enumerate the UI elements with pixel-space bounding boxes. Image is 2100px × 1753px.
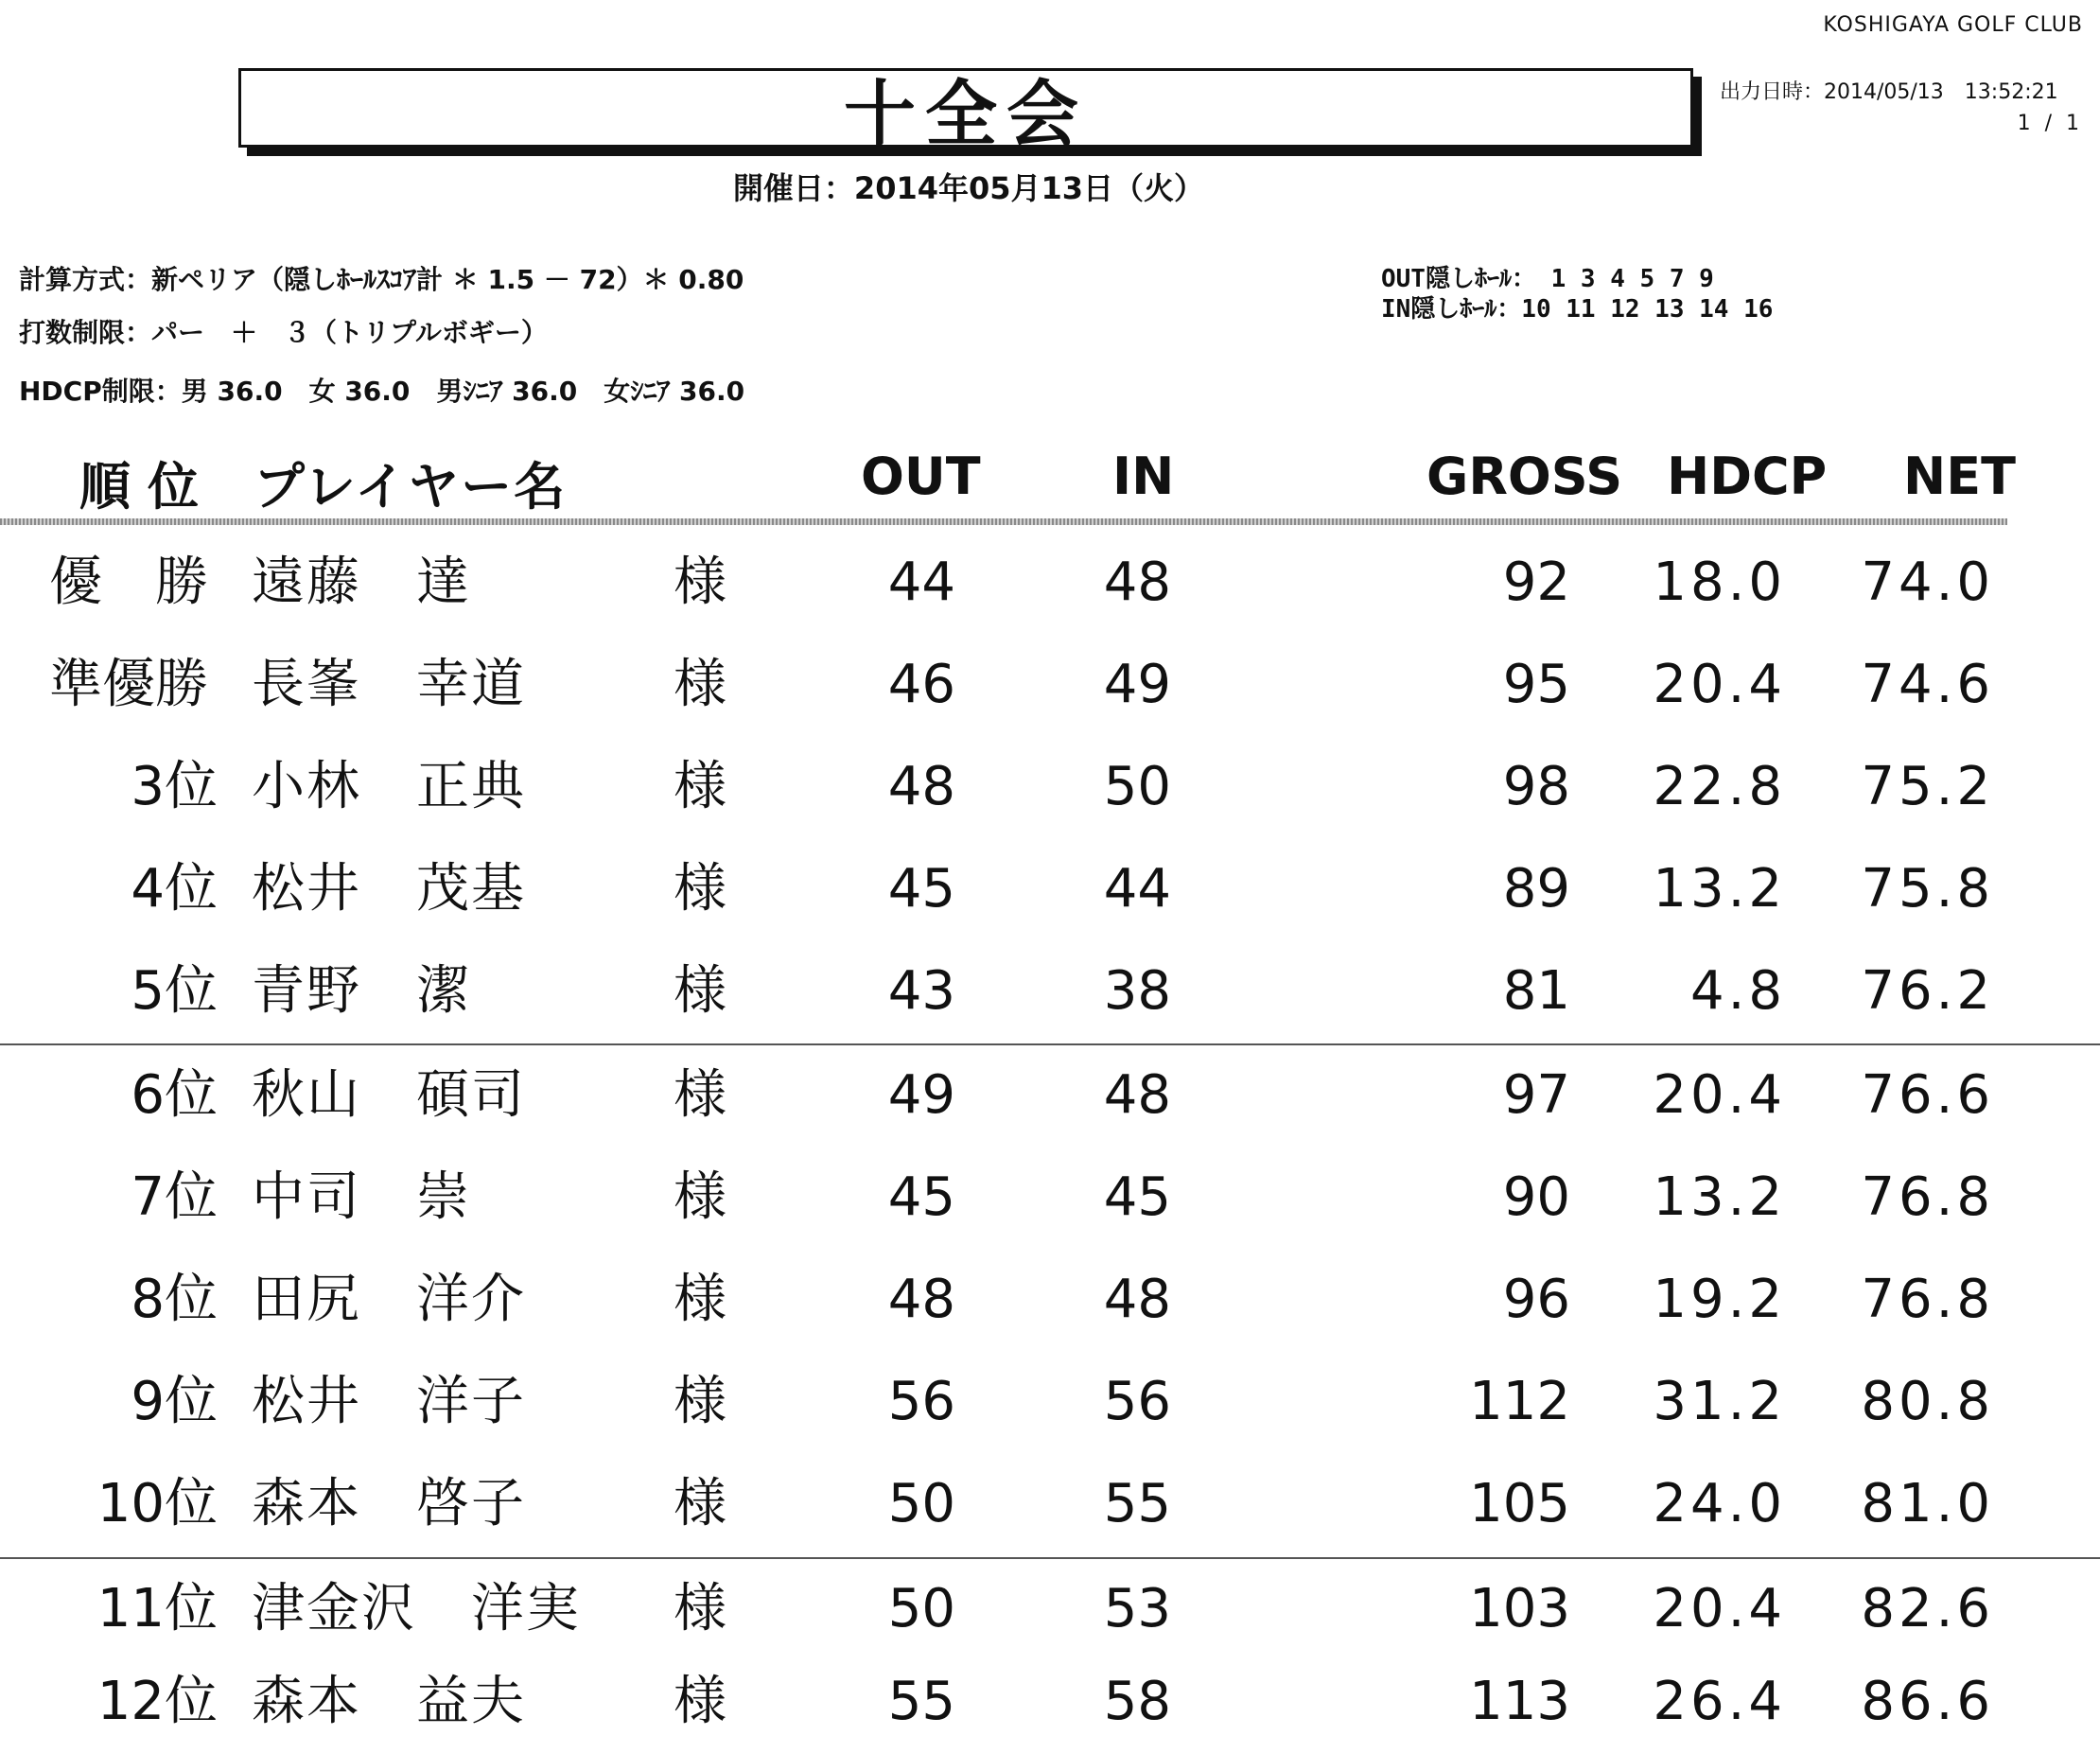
out-score: 56 <box>887 1371 955 1432</box>
in-score: 48 <box>1103 1269 1171 1330</box>
table-row <box>0 1147 2100 1249</box>
gross-score: 95 <box>1502 654 1570 715</box>
player-name: 津金沢 洋実 <box>252 1578 581 1639</box>
out-hidden-holes: OUT隠しﾎｰﾙ： 1 3 4 5 7 9 <box>1381 265 1714 293</box>
rank-cell: 準優勝 <box>49 654 208 715</box>
gross-score: 96 <box>1502 1269 1570 1330</box>
hdcp-value: 13.2 <box>1653 1166 1786 1228</box>
honorific: 様 <box>674 1371 726 1432</box>
table-row <box>0 634 2100 736</box>
table-row <box>0 532 2100 634</box>
rank-cell: 6位 <box>131 1064 218 1126</box>
hdcp-value: 22.8 <box>1653 756 1786 817</box>
gross-score: 92 <box>1502 552 1570 613</box>
in-score: 44 <box>1103 858 1171 920</box>
hdcp-value: 24.0 <box>1653 1473 1786 1534</box>
honorific: 様 <box>674 1269 726 1330</box>
hdcp-value: 18.0 <box>1653 552 1786 613</box>
net-score: 86.6 <box>1861 1671 1994 1732</box>
rank-cell: 8位 <box>131 1269 218 1330</box>
gross-score: 103 <box>1469 1578 1570 1639</box>
net-score: 80.8 <box>1861 1371 1994 1432</box>
player-name: 秋山 碩司 <box>252 1064 526 1126</box>
gross-score: 105 <box>1469 1473 1570 1534</box>
in-score: 53 <box>1103 1578 1171 1639</box>
column-header-rank: 順位 <box>79 457 216 517</box>
player-name: 中司 崇 <box>252 1166 471 1228</box>
player-name: 田尻 洋介 <box>252 1269 526 1330</box>
table-row <box>0 1351 2100 1453</box>
page-number: 1 / 1 <box>2017 112 2083 135</box>
out-score: 50 <box>887 1473 955 1534</box>
out-score: 45 <box>887 1166 955 1228</box>
hdcp-value: 26.4 <box>1653 1671 1786 1732</box>
table-row <box>0 1249 2100 1351</box>
table-row <box>0 736 2100 838</box>
in-hidden-holes: IN隠しﾎｰﾙ：10 11 12 13 14 16 <box>1381 295 1774 324</box>
column-header-in: IN <box>1112 447 1175 506</box>
hdcp-value: 20.4 <box>1653 1064 1786 1126</box>
rank-cell: 優 勝 <box>49 552 208 613</box>
table-row <box>0 1651 2100 1753</box>
player-name: 松井 洋子 <box>252 1371 526 1432</box>
table-row <box>0 838 2100 940</box>
honorific: 様 <box>674 1473 726 1534</box>
honorific: 様 <box>674 1671 726 1732</box>
in-score: 56 <box>1103 1371 1171 1432</box>
table-row <box>0 940 2100 1043</box>
in-score: 48 <box>1103 552 1171 613</box>
out-score: 43 <box>887 960 955 1022</box>
honorific: 様 <box>674 552 726 613</box>
page-title: 十全会 <box>844 71 1088 156</box>
out-score: 55 <box>887 1671 955 1732</box>
honorific: 様 <box>674 654 726 715</box>
out-score: 49 <box>887 1064 955 1126</box>
calc-method: 計算方式：新ペリア（隠しﾎｰﾙｽｺｱ計 ＊ 1.5 － 72）＊ 0.80 <box>19 264 744 295</box>
in-score: 58 <box>1103 1671 1171 1732</box>
table-row <box>0 1558 2100 1660</box>
rank-cell: 9位 <box>131 1371 218 1432</box>
honorific: 様 <box>674 960 726 1022</box>
hdcp-limit: HDCP制限：男 36.0 女 36.0 男ｼﾆｱ 36.0 女ｼﾆｱ 36.0 <box>19 376 745 407</box>
net-score: 74.6 <box>1861 654 1994 715</box>
stroke-limit: 打数制限：パー ＋ ３（トリプルボギー） <box>19 317 548 348</box>
rank-cell: 7位 <box>131 1166 218 1228</box>
honorific: 様 <box>674 756 726 817</box>
honorific: 様 <box>674 1166 726 1228</box>
rank-cell: 5位 <box>131 960 218 1022</box>
club-name: KOSHIGAYA GOLF CLUB <box>1823 13 2083 37</box>
table-row <box>0 1453 2100 1555</box>
gross-score: 113 <box>1469 1671 1570 1732</box>
player-name: 森本 啓子 <box>252 1473 526 1534</box>
in-score: 55 <box>1103 1473 1171 1534</box>
in-score: 38 <box>1103 960 1171 1022</box>
gross-score: 112 <box>1469 1371 1570 1432</box>
net-score: 81.0 <box>1861 1473 1994 1534</box>
table-row <box>0 1044 2100 1147</box>
header-divider <box>0 518 2007 525</box>
column-header-hdcp: HDCP <box>1667 447 1828 506</box>
rank-cell: 3位 <box>131 756 218 817</box>
player-name: 小林 正典 <box>252 756 526 817</box>
out-score: 46 <box>887 654 955 715</box>
honorific: 様 <box>674 858 726 920</box>
honorific: 様 <box>674 1064 726 1126</box>
in-score: 49 <box>1103 654 1171 715</box>
out-score: 48 <box>887 1269 955 1330</box>
hdcp-value: 13.2 <box>1653 858 1786 920</box>
out-score: 48 <box>887 756 955 817</box>
net-score: 76.8 <box>1861 1269 1994 1330</box>
honorific: 様 <box>674 1578 726 1639</box>
title-box <box>238 68 1693 156</box>
net-score: 76.2 <box>1861 960 1994 1022</box>
gross-score: 81 <box>1502 960 1570 1022</box>
player-name: 長峯 幸道 <box>252 654 526 715</box>
hdcp-value: 19.2 <box>1653 1269 1786 1330</box>
hdcp-value: 20.4 <box>1653 654 1786 715</box>
gross-score: 89 <box>1502 858 1570 920</box>
column-header-gross: GROSS <box>1426 447 1623 506</box>
net-score: 76.6 <box>1861 1064 1994 1126</box>
player-name: 松井 茂基 <box>252 858 526 920</box>
column-header-player: プレイヤー名 <box>254 457 568 517</box>
gross-score: 90 <box>1502 1166 1570 1228</box>
net-score: 74.0 <box>1861 552 1994 613</box>
printed-timestamp: 出力日時：2014/05/13 13:52:21 <box>1720 80 2058 104</box>
in-score: 45 <box>1103 1166 1171 1228</box>
net-score: 82.6 <box>1861 1578 1994 1639</box>
column-header-net: NET <box>1903 447 2016 506</box>
rank-cell: 4位 <box>131 858 218 920</box>
gross-score: 98 <box>1502 756 1570 817</box>
event-date: 開催日：2014年05月13日（火） <box>732 170 1205 206</box>
hdcp-value: 4.8 <box>1689 960 1786 1022</box>
out-score: 44 <box>887 552 955 613</box>
player-name: 青野 潔 <box>252 960 471 1022</box>
in-score: 50 <box>1103 756 1171 817</box>
gross-score: 97 <box>1502 1064 1570 1126</box>
column-header-out: OUT <box>861 447 981 506</box>
out-score: 50 <box>887 1578 955 1639</box>
out-score: 45 <box>887 858 955 920</box>
in-score: 48 <box>1103 1064 1171 1126</box>
hdcp-value: 20.4 <box>1653 1578 1786 1639</box>
rank-cell: 12位 <box>96 1671 218 1732</box>
rank-cell: 11位 <box>96 1578 218 1639</box>
net-score: 75.8 <box>1861 858 1994 920</box>
player-name: 森本 益夫 <box>252 1671 526 1732</box>
player-name: 遠藤 達 <box>252 552 471 613</box>
net-score: 75.2 <box>1861 756 1994 817</box>
hdcp-value: 31.2 <box>1653 1371 1786 1432</box>
net-score: 76.8 <box>1861 1166 1994 1228</box>
rank-cell: 10位 <box>96 1473 218 1534</box>
